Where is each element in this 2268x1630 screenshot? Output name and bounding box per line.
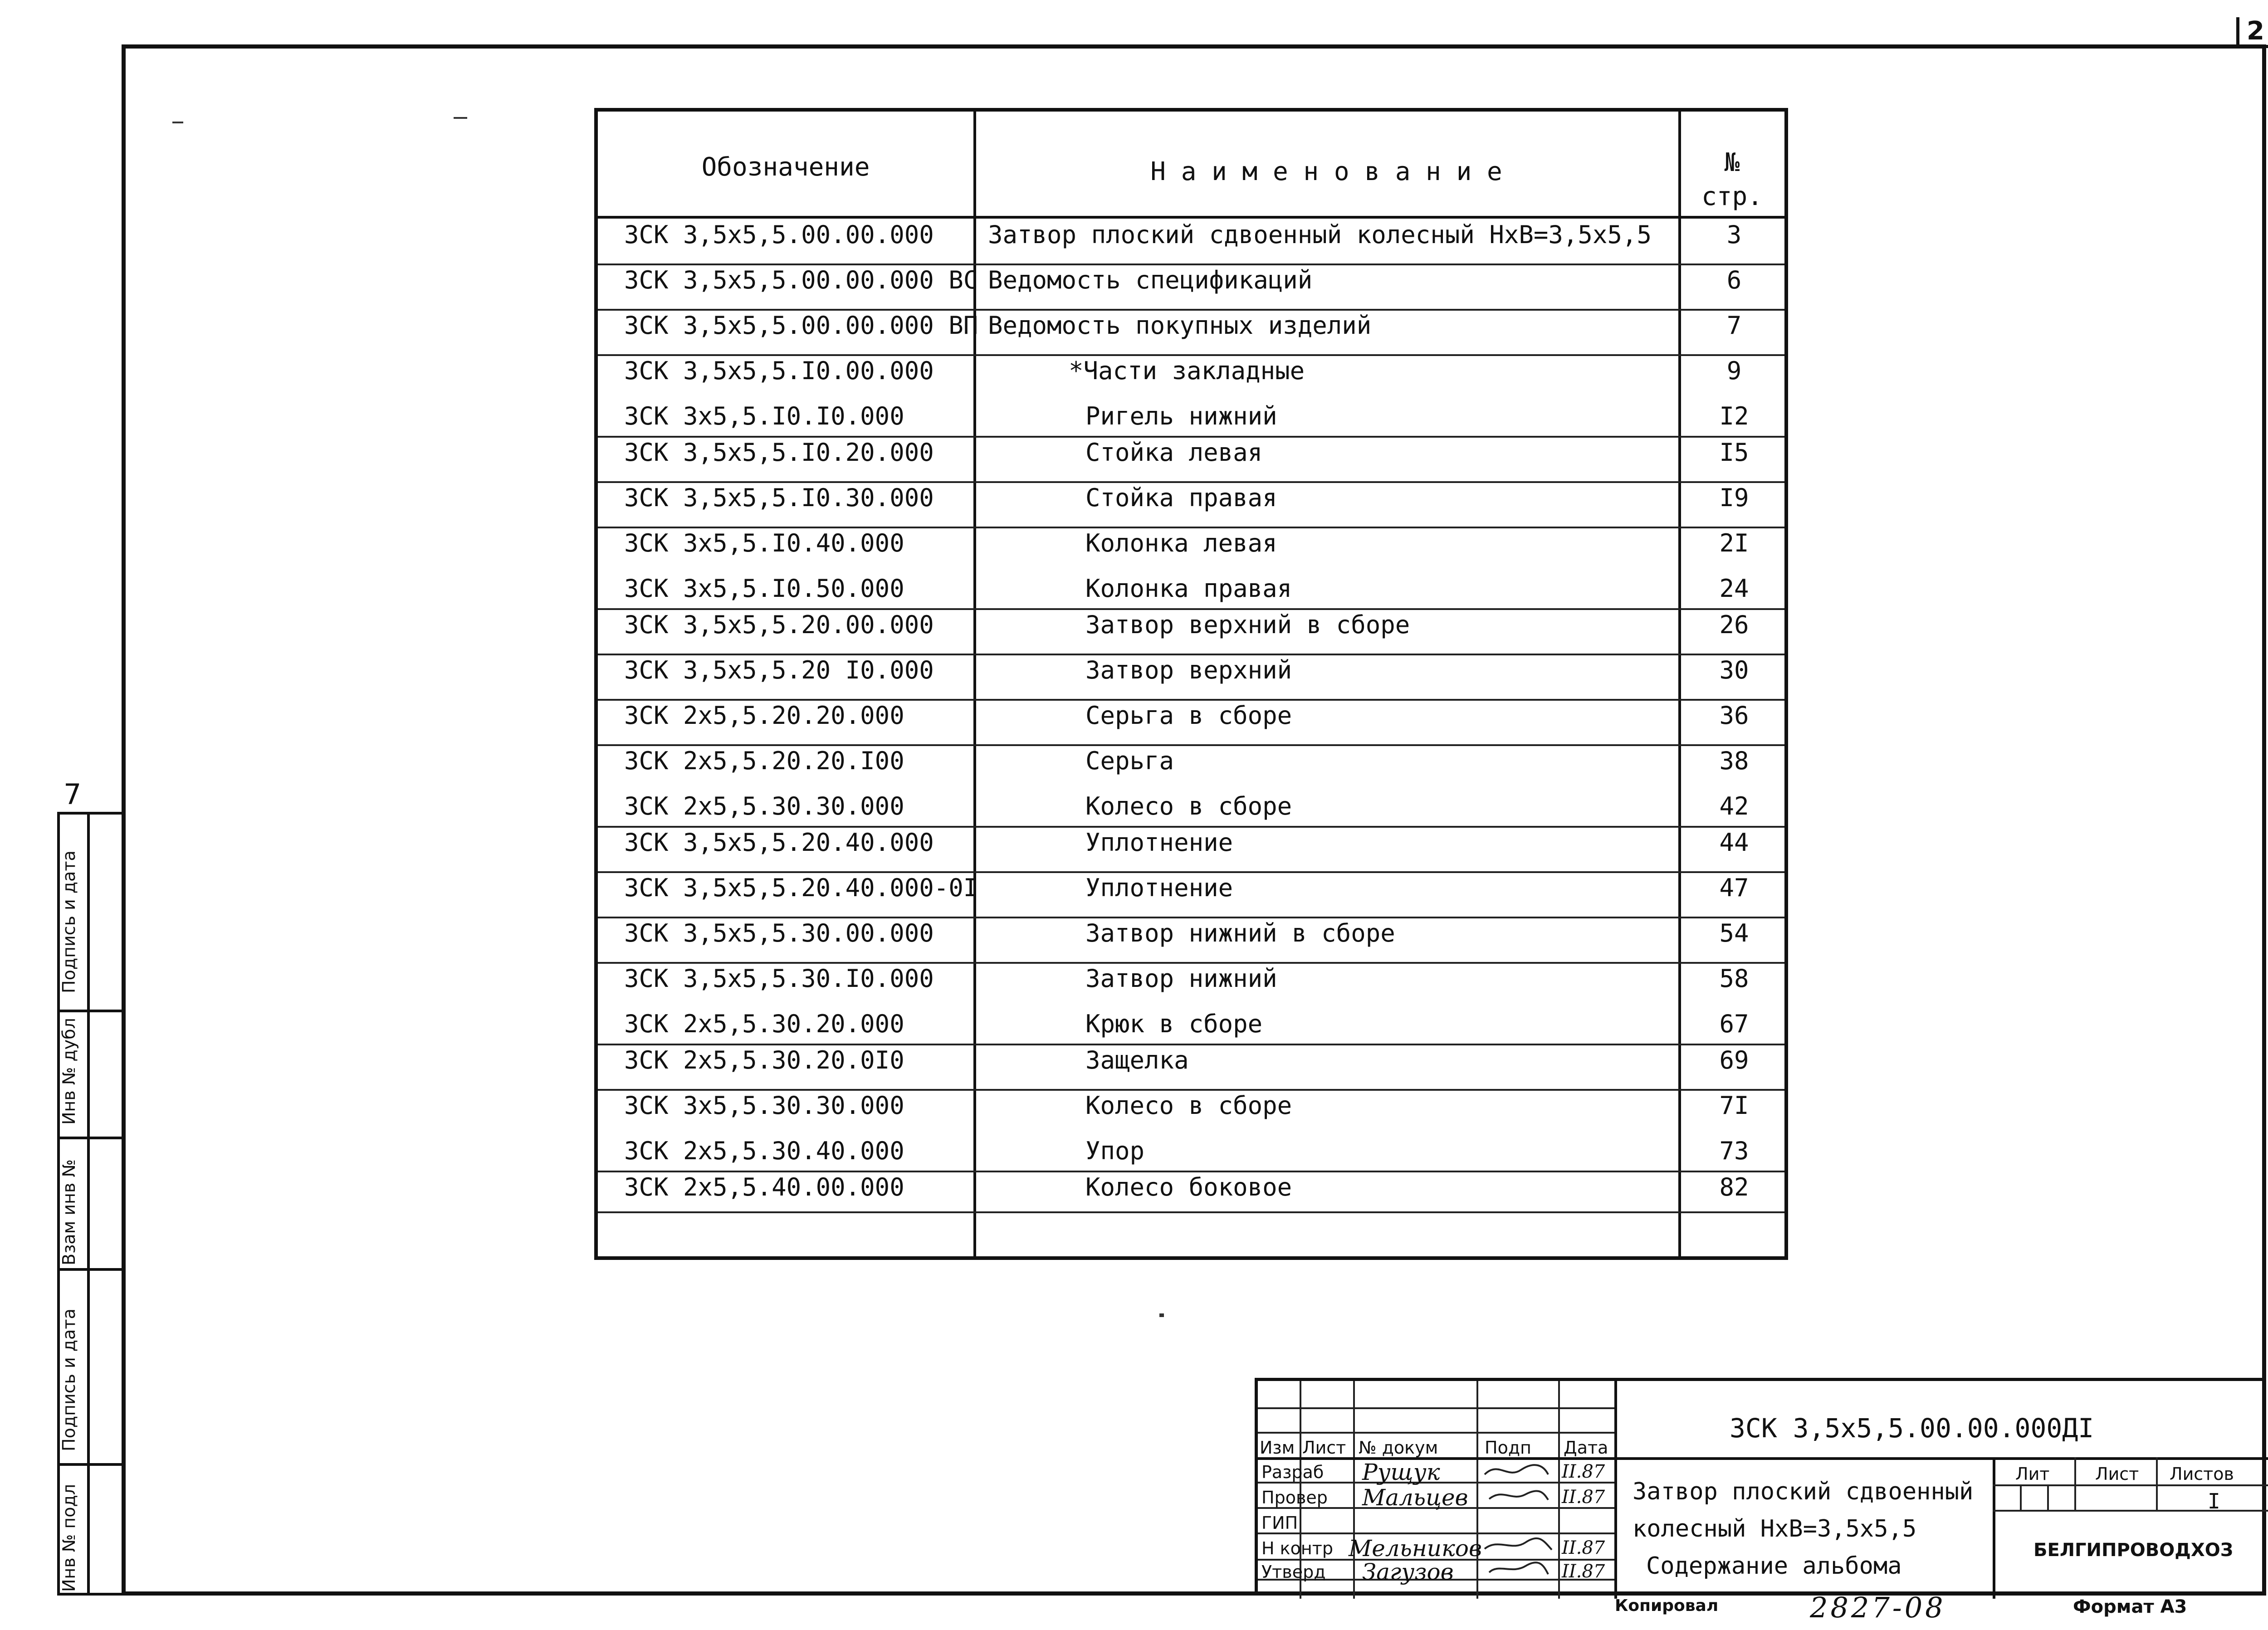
row-divider (598, 826, 1784, 828)
tb-role-name: Загузов (1362, 1559, 1454, 1585)
tb-divider (2074, 1457, 2076, 1510)
row-name: Колонка правая (1085, 574, 1292, 603)
header-page-no: № (1724, 148, 1740, 177)
tb-divider (1993, 1457, 1995, 1599)
row-name: Затвор верхний в сборе (1085, 610, 1410, 639)
row-page: 36 (1719, 701, 1749, 730)
row-divider (598, 699, 1784, 701)
tb-role: Разраб (1261, 1462, 1324, 1482)
tb-divider (1993, 1510, 2268, 1512)
row-page: 3 (1726, 220, 1742, 249)
row-name: Крюк в сборе (1085, 1010, 1263, 1038)
row-page: 38 (1719, 747, 1749, 775)
margin-label-replace-inv: Взам инв № (59, 1159, 79, 1265)
tb-divider (1558, 1381, 1560, 1599)
signature-scribble (1480, 1461, 1556, 1579)
row-designation: ЗСК 3,5х5,5.20.40.000-0I (624, 874, 978, 902)
row-designation: ЗСК 2х5,5.20.20.I00 (624, 747, 904, 775)
row-name: Затвор нижний в сборе (1085, 919, 1395, 947)
doc-code: ЗСК 3,5х5,5.00.00.000ДI (1730, 1413, 2094, 1444)
row-page: 7 (1726, 311, 1742, 340)
row-designation: ЗСК 3,5х5,5.20 I0.000 (624, 656, 934, 684)
strip-divider (60, 1010, 122, 1012)
row-name: Уплотнение (1085, 874, 1233, 902)
margin-number: 7 (64, 778, 82, 811)
row-name: Затвор нижний (1085, 964, 1277, 993)
row-name: Серьга (1085, 747, 1174, 775)
row-name: Стойка правая (1085, 483, 1277, 512)
row-designation: ЗСК 3,5х5,5.30.I0.000 (624, 964, 934, 993)
header-name: Н а и м е н о в а н и е (1150, 157, 1502, 186)
tb-role-date: II.87 (1562, 1487, 1605, 1508)
stray-mark (172, 122, 183, 123)
row-designation: ЗСК 2х5,5.30.40.000 (624, 1137, 904, 1165)
tb-divider (1614, 1381, 1617, 1599)
row-name: Уплотнение (1085, 828, 1233, 857)
row-page: 42 (1719, 792, 1749, 820)
tb-role-name: Мальцев (1362, 1484, 1468, 1511)
row-divider (598, 264, 1784, 265)
tb-divider (1993, 1484, 2268, 1486)
tb-label-data: Дата (1564, 1438, 1608, 1458)
sheet-number: 2 (2236, 17, 2268, 48)
format-label: Формат А3 (2073, 1596, 2187, 1617)
row-page: 24 (1719, 574, 1749, 603)
row-designation: ЗСК 3,5х5,5.20.40.000 (624, 828, 934, 857)
row-page: 6 (1726, 266, 1742, 294)
row-divider (598, 917, 1784, 918)
row-designation: ЗСК 3,5х5,5.30.00.000 (624, 919, 934, 947)
tb-divider (2020, 1484, 2022, 1510)
row-name: Затвор верхний (1085, 656, 1292, 684)
row-designation: ЗСК 3,5х5,5.00.00.000 (624, 220, 934, 249)
organization-name: БЕЛГИПРОВОДХОЗ (2033, 1540, 2234, 1561)
row-page: 7I (1719, 1091, 1749, 1120)
row-name: Защелка (1085, 1046, 1189, 1074)
row-divider (598, 608, 1784, 610)
row-name: Колесо боковое (1085, 1173, 1292, 1201)
row-name: Ведомость спецификаций (988, 266, 1313, 294)
row-designation: ЗСК 3х5,5.I0.50.000 (624, 574, 904, 603)
margin-label-sign-date: Подпись и дата (59, 850, 79, 993)
tb-divider (1258, 1407, 1614, 1409)
row-name: *Части закладные (1069, 356, 1305, 385)
tb-sheets-value: I (2208, 1489, 2220, 1513)
tb-role-date: II.87 (1562, 1461, 1605, 1482)
row-divider (598, 1044, 1784, 1045)
row-divider (598, 654, 1784, 655)
row-page: 69 (1719, 1046, 1749, 1074)
row-page: 2I (1719, 529, 1749, 557)
row-name: Колесо в сборе (1085, 1091, 1292, 1120)
tb-divider (2047, 1484, 2049, 1510)
tb-divider (1476, 1381, 1478, 1599)
row-page: I9 (1719, 483, 1749, 512)
strip-divider (87, 815, 90, 1593)
row-page: 44 (1719, 828, 1749, 857)
row-divider (598, 744, 1784, 746)
row-designation: ЗСК 3х5,5.30.30.000 (624, 1091, 904, 1120)
doc-title-line2: колесный НхВ=3,5х5,5 (1633, 1515, 1917, 1542)
row-divider (598, 1171, 1784, 1172)
title-block (1255, 1378, 2266, 1596)
stray-mark (454, 117, 467, 119)
row-designation: ЗСК 2х5,5.30.30.000 (624, 792, 904, 820)
tb-label-podp: Подп (1485, 1438, 1531, 1458)
row-name: Колонка левая (1085, 529, 1277, 557)
doc-title-line3: Содержание альбома (1646, 1552, 1902, 1580)
tb-role: ГИП (1261, 1513, 1298, 1533)
row-designation: ЗСК 2х5,5.40.00.000 (624, 1173, 904, 1201)
row-page: 67 (1719, 1010, 1749, 1038)
margin-label-dup-inv: Инв № дубл (59, 1018, 79, 1125)
tb-role: Утверд (1261, 1562, 1326, 1582)
tb-role: Н контр (1261, 1538, 1333, 1558)
row-divider (598, 481, 1784, 483)
header-designation: Обозначение (701, 152, 870, 182)
row-divider (598, 1211, 1784, 1213)
row-page: 47 (1719, 874, 1749, 902)
tb-label-lit: Лит (2015, 1464, 2050, 1484)
tb-divider (2156, 1457, 2158, 1510)
tb-role-name: Рущук (1362, 1459, 1440, 1485)
row-page: 30 (1719, 656, 1749, 684)
row-page: I5 (1719, 438, 1749, 467)
tb-label-list: Лист (1302, 1438, 1346, 1458)
tb-role: Провер (1261, 1488, 1328, 1508)
row-designation: ЗСК 3,5х5,5.I0.20.000 (624, 438, 934, 467)
row-name: Стойка левая (1085, 438, 1263, 467)
row-name: Ведомость покупных изделий (988, 311, 1372, 340)
row-designation: ЗСК 3,5х5,5.00.00.000 ВС (624, 266, 978, 294)
tb-role-date: II.87 (1562, 1561, 1605, 1582)
row-name: Серьга в сборе (1085, 701, 1292, 730)
row-divider (598, 436, 1784, 438)
row-page: 26 (1719, 610, 1749, 639)
row-divider (598, 309, 1784, 311)
row-designation: ЗСК 2х5,5.20.20.000 (624, 701, 904, 730)
strip-divider (60, 1137, 122, 1139)
row-page: 54 (1719, 919, 1749, 947)
doc-title-line1: Затвор плоский сдвоенный (1633, 1478, 1974, 1505)
tb-role-name: Мельников (1349, 1535, 1482, 1562)
stray-dot (1159, 1313, 1164, 1317)
inventory-number: 2827-08 (1810, 1591, 1946, 1624)
row-designation: ЗСК 3,5х5,5.00.00.000 ВП (624, 311, 978, 340)
tb-divider (1258, 1432, 1614, 1434)
row-name: Колесо в сборе (1085, 792, 1292, 820)
tb-label-sheets: Листов (2170, 1464, 2234, 1484)
row-designation: ЗСК 3х5,5.I0.40.000 (624, 529, 904, 557)
tb-label-izm: Изм (1260, 1438, 1295, 1458)
row-designation: ЗСК 3х5,5.I0.I0.000 (624, 402, 904, 430)
header-page-str: стр. (1701, 182, 1763, 211)
row-page: 82 (1719, 1173, 1749, 1201)
margin-label-sign-date-2: Подпись и дата (59, 1308, 79, 1451)
strip-divider (60, 1268, 122, 1271)
row-divider (598, 354, 1784, 356)
copied-label: Копировал (1615, 1596, 1719, 1615)
tb-divider (1614, 1457, 2268, 1460)
row-divider (598, 962, 1784, 964)
header-divider (598, 216, 1784, 219)
tb-label-doc-no: № докум (1359, 1438, 1438, 1458)
tb-role-date: II.87 (1562, 1537, 1605, 1558)
row-page: 58 (1719, 964, 1749, 993)
row-divider (598, 1089, 1784, 1091)
row-name: Упор (1085, 1137, 1145, 1165)
strip-divider (60, 1463, 122, 1466)
row-page: 73 (1719, 1137, 1749, 1165)
row-name: Ригель нижний (1085, 402, 1277, 430)
tb-divider (1258, 1532, 1614, 1534)
tb-label-sheet: Лист (2095, 1464, 2139, 1484)
contents-table (594, 108, 1788, 1260)
row-designation: ЗСК 3,5х5,5.20.00.000 (624, 610, 934, 639)
margin-label-orig-inv: Инв № подл (59, 1484, 79, 1592)
row-designation: ЗСК 2х5,5.30.20.000 (624, 1010, 904, 1038)
row-designation: ЗСК 3,5х5,5.I0.30.000 (624, 483, 934, 512)
tb-divider (1353, 1381, 1355, 1599)
row-designation: ЗСК 3,5х5,5.I0.00.000 (624, 356, 934, 385)
row-divider (598, 527, 1784, 528)
row-divider (598, 871, 1784, 873)
row-page: I2 (1719, 402, 1749, 430)
row-designation: ЗСК 2х5,5.30.20.0I0 (624, 1046, 904, 1074)
row-name: Затвор плоский сдвоенный колесный НхВ=3,5х5,5 (988, 220, 1652, 249)
row-page: 9 (1726, 356, 1742, 385)
